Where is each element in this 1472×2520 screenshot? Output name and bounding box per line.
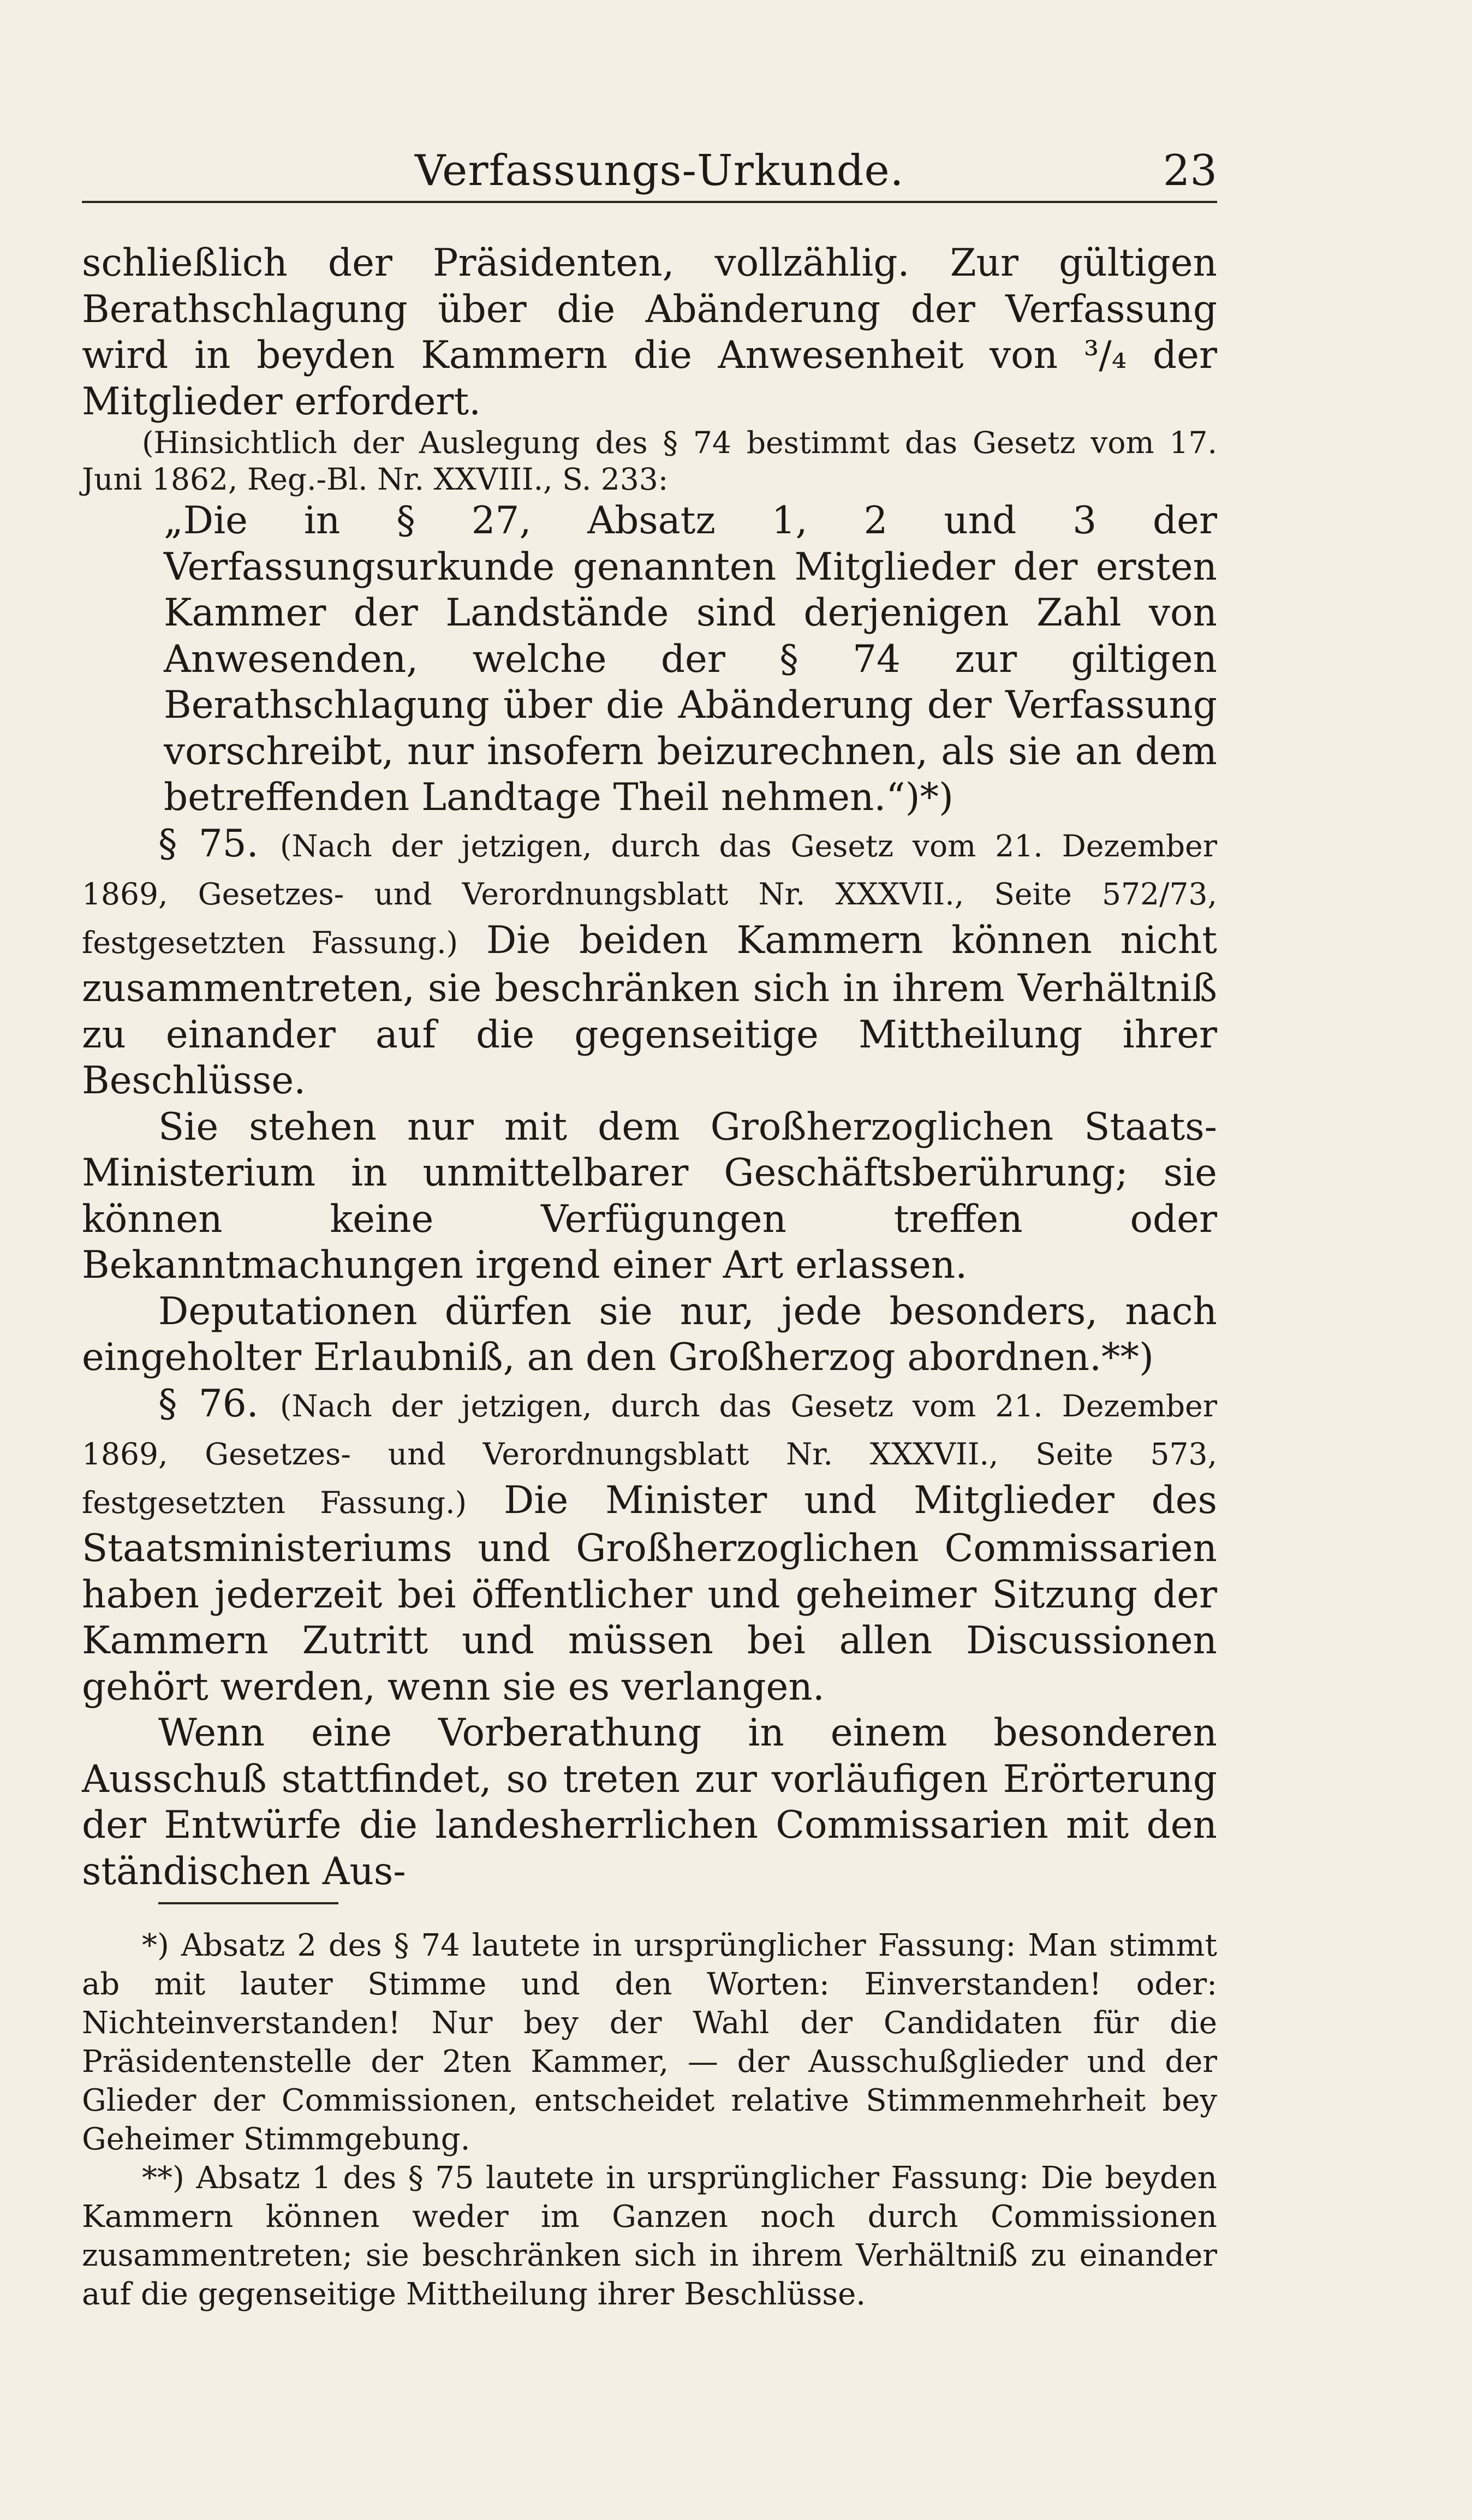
section-75-text: Die beiden Kammern können nicht zusammentreten, sie beschränken sich in ihrem Verhältniß zu einander auf die gegenseitige Mittheilung ihrer Beschlüsse. [82,918,1217,1103]
page [82,136,1217,1895]
section-76-text: Die Minister und Mitglieder des Staatsministeriums und Großherzoglichen Commissarien haben jederzeit bei öffentlicher und geheimer Sitzung der Kammern Zutritt und müssen bei allen Discussionen gehört werden, wenn sie es verlangen. [82,1478,1218,1709]
page-header [82,136,1217,202]
paragraph-deputations: Deputationen dürfen sie nur, jede besonders, nach eingeholter Erlaubniß, an den Großherzog abordnen.**) [82,1289,1217,1379]
footnote-2: **) Absatz 1 des § 75 lautete in ursprünglicher Fassung: Die beyden Kammern können weder im Ganzen noch durch Commissionen zusammentreten; sie beschränken sich in ihrem Verhältniß zu einander auf die gegenseitige Mittheilung ihrer Beschlüsse. [82,2160,1217,2312]
paragraph-ministry: Sie stehen nur mit dem Großherzoglichen Staats-Ministerium in unmittelbarer Geschäftsberührung; sie können keine Verfügungen treffen oder Bekanntmachungen irgend einer Art erlassen. [82,1105,1217,1287]
quoted-law-text: „Die in § 27, Absatz 1, 2 und 3 der Verfassungsurkunde genannten Mitglieder der ersten Kammer der Landstände sind derjenigen Zahl von Anwesenden, welche der § 74 zur giltigen Berathschlagung über die Abänderung der Verfassung vorschreibt, nur insofern beizurechnen, als sie an dem betreffenden Landtage Theil nehmen.“)*) [164,499,1217,819]
section-75-version-note: (Nach der jetzigen, durch das Gesetz vom 21. Dezember 1869, Gesetzes- und Verordnungsblatt Nr. XXXVII., Seite 572/73, festgesetzten Fassung.) [82,828,1217,960]
section-76 [82,1381,1217,1711]
footnote-rule [158,1902,338,1904]
running-title: Verfassungs-Urkunde. [415,146,904,195]
page-number: 23 [1163,146,1217,195]
footnotes [82,1902,1217,2314]
paragraph-continuation: schließlich der Präsidenten, vollzählig. Zur gültigen Berathschlagung über die Abänderung der Verfassung wird in beyden Kammern die Anwesenheit von ³/₄ der Mitglieder erfordert. [82,241,1217,424]
section-75 [82,821,1217,1104]
section-75-heading: § 75. [158,821,259,866]
section-76-heading: § 76. [158,1381,259,1426]
interpretation-note: (Hinsichtlich der Auslegung des § 74 bestimmt das Gesetz vom 17. Juni 1862, Reg.-Bl. Nr. XXVIII., S. 233: [82,425,1217,497]
header-rule [82,201,1217,203]
paragraph-committee: Wenn eine Vorberathung in einem besonderen Ausschuß stattfindet, so treten zur vorläufigen Erörterung der Entwürfe die landesherrlichen Commissarien mit den ständischen Aus- [82,1711,1217,1893]
footnote-1: *) Absatz 2 des § 74 lautete in ursprünglicher Fassung: Man stimmt ab mit lauter Stimme und den Worten: Einverstanden! oder: Nichteinverstanden! Nur bey der Wahl der Candidaten für die Präsidentenstelle der 2ten Kammer, — der Ausschußglieder und der Glieder der Commissionen, entscheidet relative Stimmenmehrheit bey Geheimer Stimmgebung. [82,1928,1217,2157]
body-text [82,240,1217,1895]
section-76-version-note: (Nach der jetzigen, durch das Gesetz vom 21. Dezember 1869, Gesetzes- und Verordnungsblatt Nr. XXXVII., Seite 573, festgesetzten Fassung.) [82,1388,1217,1520]
